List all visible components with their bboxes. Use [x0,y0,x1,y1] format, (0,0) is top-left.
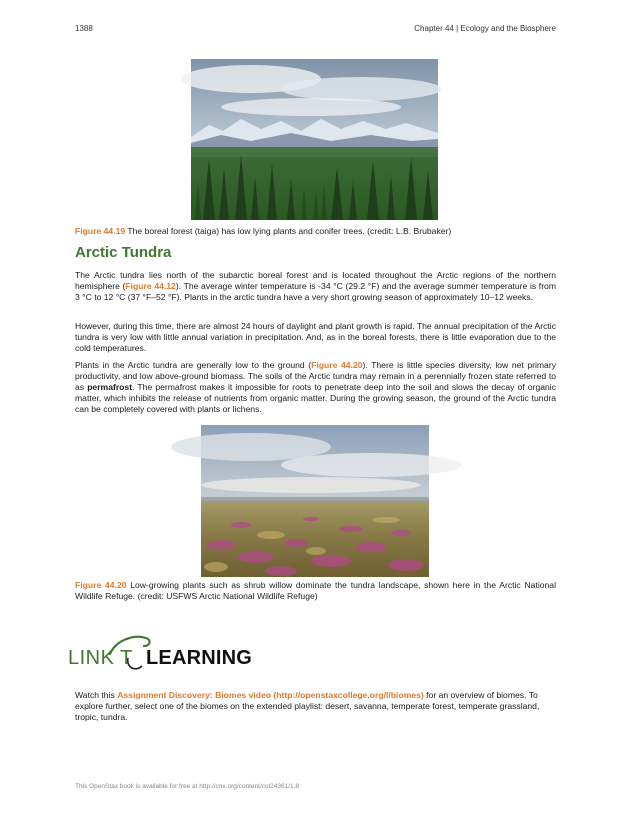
paragraph-2: However, during this time, there are almost 24 hours of daylight and plant growth is rapid. The annual precipitation of the Arctic tundra is very low with little annual variation in precipitation. And, as in the boreal forests, there is little evaporation due to the cold temperatures. [75,321,556,354]
logo-learning-text: LEARNING [146,647,253,669]
figure-label: Figure 44.19 [75,226,126,236]
running-head: Chapter 44 | Ecology and the Biosphere [414,24,556,33]
link-to-learning-text: Watch this Assignment Discovery: Biomes video (http://openstaxcollege.org/l/biomes) for an overview of biomes. To explore further, select one of the biomes on the extended playlist: desert, savanna, temperate forest, temperate grassland, tropic, tundra. [75,690,540,723]
link-to-learning-logo [66,630,253,674]
paragraph-1: The Arctic tundra lies north of the subarctic boreal forest and is located throughout the Arctic regions of the northern hemisphere (Figure 44.12). The average winter temperature is -34 °C (29.2 °F) and the average summer temperature is from 3 °C to 12 °C (37 °F–52 °F). Plants in the arctic tundra have a very short growing season of approximately 10–12 weeks. [75,270,556,303]
section-heading: Arctic Tundra [75,244,172,261]
footer-text: This OpenStax book is available for free at http://cnx.org/content/col24361/1.8 [75,783,300,790]
figure-label: Figure 44.20 [75,580,127,590]
figure-44-12-link[interactable]: Figure 44.12 [125,281,176,292]
logo-link-text: LINK T [68,647,133,669]
caption-text: The boreal forest (taiga) has low lying plants and conifer trees. (credit: L.B. Brubaker) [127,226,452,236]
biomes-video-link[interactable]: Assignment Discovery: Biomes video (http://openstaxcollege.org/l/biomes) [117,690,424,700]
boreal-forest-photo [191,59,438,220]
figure-44-20-link[interactable]: Figure 44.20 [311,360,363,370]
paragraph-3: Plants in the Arctic tundra are generally low to the ground (Figure 44.20). There is little species diversity, low net primary productivity, and low above-ground biomass. The soils of the Arctic tundra may remain in a perennially frozen state referred to as permafrost. The permafrost makes it impossible for roots to penetrate deep into the soil and slows the decay of organic matter, which inhibits the release of nutrients from organic matter. During the growing season, the ground of the Arctic tundra can be completely covered with plants or lichens. [75,360,556,415]
tundra-photo [201,425,429,577]
permafrost-term: permafrost [87,382,133,393]
caption-text: Low-growing plants such as shrub willow dominate the tundra landscape, shown here in the Arctic National Wildlife Refuge. (credit: USFWS Arctic National Wildlife Refuge) [75,580,556,601]
figure-44-19-caption [75,226,556,237]
figure-44-20-caption [75,580,556,602]
page-number: 1388 [75,24,93,33]
